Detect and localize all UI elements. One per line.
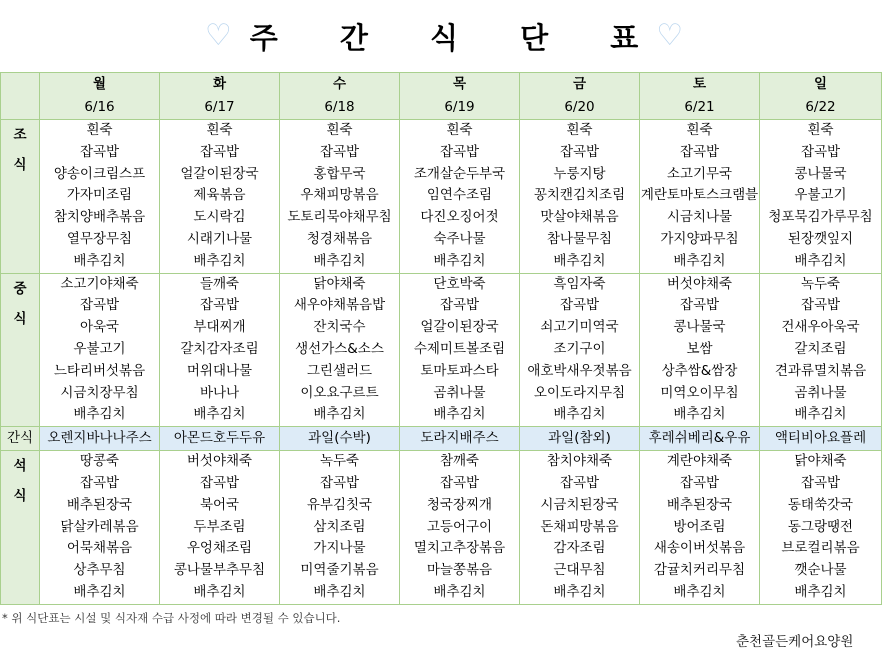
menu-item: 쇠고기미역국	[540, 319, 619, 336]
breakfast-label-char: 조	[13, 127, 27, 143]
dinner-cell	[640, 451, 760, 605]
day-header-cell	[160, 73, 280, 120]
day-header-cell	[760, 73, 882, 120]
lunch-label	[1, 273, 40, 427]
day-header-cell	[400, 73, 520, 120]
menu-item: 배추김치	[193, 406, 246, 423]
day-name: 수	[332, 76, 347, 92]
menu-item: 배추김치	[553, 252, 606, 269]
menu-item: 잡곡밥	[679, 143, 720, 160]
menu-item: 참나물무침	[546, 230, 613, 247]
lunch-cell	[400, 273, 520, 427]
menu-item: 배추김치	[553, 406, 606, 423]
menu-item: 배추김치	[193, 583, 246, 600]
menu-item: 곰취나물	[433, 384, 486, 401]
menu-item: 청포묵김가루무침	[768, 209, 873, 226]
snack-cell: 과일(참외)	[520, 427, 640, 451]
menu-item: 배추김치	[193, 252, 246, 269]
breakfast-cell	[640, 120, 760, 274]
page-title: 주 간 식 단 표	[249, 20, 665, 55]
menu-item: 계란토마토스크램블	[640, 187, 759, 204]
menu-item: 버섯야채죽	[186, 453, 253, 470]
day-date: 6/20	[564, 99, 595, 115]
menu-item: 근대무침	[553, 562, 606, 579]
day-header-row	[1, 73, 882, 120]
menu-item: 잡곡밥	[800, 143, 841, 160]
menu-item: 닭야채죽	[794, 453, 847, 470]
menu-item: 그린샐러드	[306, 362, 373, 379]
day-date: 6/22	[805, 99, 836, 115]
breakfast-cell	[280, 120, 400, 274]
day-date: 6/19	[444, 99, 475, 115]
day-header-cell	[640, 73, 760, 120]
day-date: 6/17	[204, 99, 235, 115]
menu-item: 시금치나물	[666, 209, 733, 226]
breakfast-label	[1, 120, 40, 274]
menu-item: 흰죽	[446, 122, 473, 138]
menu-item: 배추된장국	[666, 496, 733, 513]
menu-item: 잡곡밥	[319, 474, 360, 491]
menu-item: 흰죽	[807, 122, 834, 138]
menu-item: 잡곡밥	[439, 474, 480, 491]
menu-item: 흰죽	[686, 122, 713, 138]
menu-item: 잡곡밥	[79, 297, 120, 314]
menu-item: 미역줄기볶음	[300, 562, 379, 579]
corner-cell	[1, 73, 40, 120]
menu-item: 돈채피망볶음	[540, 518, 619, 535]
menu-item: 오이도라지무침	[533, 384, 626, 401]
menu-item: 가지양파무침	[660, 230, 739, 247]
menu-item: 닭살카레볶음	[60, 518, 139, 535]
dinner-label-char: 식	[13, 488, 27, 505]
menu-item: 녹두죽	[319, 453, 360, 470]
menu-item: 땅콩죽	[79, 453, 120, 470]
menu-item: 흰죽	[206, 122, 233, 138]
day-name: 목	[452, 76, 467, 92]
lunch-cell	[160, 273, 280, 427]
dinner-cell	[40, 451, 160, 605]
menu-item: 유부김칫국	[306, 496, 373, 513]
breakfast-row	[1, 120, 882, 274]
menu-item: 우불고기	[794, 187, 847, 204]
lunch-cell	[760, 273, 882, 427]
menu-item: 잡곡밥	[199, 143, 240, 160]
menu-item: 흰죽	[86, 122, 113, 138]
menu-item: 상추무침	[73, 562, 126, 579]
menu-item: 우채피망볶음	[300, 187, 379, 204]
menu-item: 들깨죽	[199, 275, 240, 292]
menu-item: 고등어구이	[426, 518, 493, 535]
menu-item: 잡곡밥	[199, 474, 240, 491]
menu-item: 홍합무국	[313, 165, 366, 182]
dinner-row	[1, 451, 882, 605]
menu-item: 잡곡밥	[800, 297, 841, 314]
menu-item: 임연수조림	[426, 187, 493, 204]
menu-item: 참치양배추볶음	[53, 209, 146, 226]
menu-item: 건새우아욱국	[781, 319, 860, 336]
menu-item: 느타리버섯볶음	[53, 362, 146, 379]
menu-item: 수제미트볼조림	[413, 340, 506, 357]
menu-item: 감자조림	[553, 540, 606, 557]
day-header-cell	[280, 73, 400, 120]
menu-item: 잡곡밥	[679, 297, 720, 314]
menu-item: 참치야채죽	[546, 453, 613, 470]
menu-item: 동태쑥갓국	[787, 496, 854, 513]
menu-item: 잡곡밥	[439, 143, 480, 160]
menu-item: 배추김치	[673, 583, 726, 600]
dinner-cell	[280, 451, 400, 605]
menu-item: 우엉채조림	[186, 540, 253, 557]
menu-item: 보쌈	[686, 340, 713, 357]
menu-item: 브로컬리볶음	[781, 540, 860, 557]
menu-item: 동그랑땡전	[787, 518, 854, 535]
menu-item: 단호박죽	[433, 275, 486, 292]
menu-item: 새우야채볶음밥	[293, 297, 386, 314]
menu-item: 시금치장무침	[60, 384, 139, 401]
dinner-label-char: 석	[13, 458, 27, 475]
menu-item: 미역오이무침	[660, 384, 739, 401]
day-date: 6/21	[684, 99, 715, 115]
menu-item: 삼치조림	[313, 518, 366, 535]
menu-item: 어묵채볶음	[66, 540, 133, 557]
snack-cell: 아몬드호두두유	[160, 427, 280, 451]
snack-row	[1, 427, 882, 451]
menu-item: 잡곡밥	[800, 474, 841, 491]
menu-item: 숙주나물	[433, 230, 486, 247]
menu-item: 조기구이	[553, 340, 606, 357]
menu-item: 얼갈이된장국	[420, 319, 499, 336]
dinner-label	[1, 451, 40, 605]
menu-item: 배추김치	[73, 583, 126, 600]
menu-item: 감귤치커리무침	[653, 562, 746, 579]
dinner-cell	[760, 451, 882, 605]
breakfast-cell	[160, 120, 280, 274]
menu-item: 가자미조림	[66, 187, 133, 204]
footnote: * 위 식단표는 시설 및 식자재 수급 사정에 따라 변경될 수 있습니다.	[2, 611, 341, 625]
organization-name: 춘천골든케어요양원	[736, 634, 854, 650]
weekly-menu-table	[0, 72, 882, 605]
dinner-cell	[160, 451, 280, 605]
menu-item: 곰취나물	[794, 384, 847, 401]
menu-item: 북어국	[199, 496, 240, 513]
breakfast-cell	[400, 120, 520, 274]
menu-item: 흰죽	[566, 122, 593, 138]
menu-item: 깻순나물	[794, 562, 847, 579]
menu-item: 제육볶음	[193, 187, 246, 204]
menu-item: 배추김치	[433, 252, 486, 269]
menu-item: 맛살야채볶음	[540, 209, 619, 226]
menu-item: 된장깻잎지	[787, 230, 854, 247]
day-date: 6/16	[84, 99, 115, 115]
dinner-cell	[400, 451, 520, 605]
menu-item: 소고기야채죽	[60, 275, 139, 292]
menu-item: 가지나물	[313, 540, 366, 557]
menu-item: 흑임자죽	[553, 275, 606, 292]
menu-item: 버섯야채죽	[666, 275, 733, 292]
menu-item: 배추김치	[73, 406, 126, 423]
menu-item: 우불고기	[73, 340, 126, 357]
menu-item: 배추김치	[313, 583, 366, 600]
menu-item: 잡곡밥	[319, 143, 360, 160]
breakfast-label-char: 식	[13, 157, 27, 173]
menu-item: 다진오징어젓	[420, 209, 499, 226]
day-name: 월	[92, 76, 107, 92]
menu-item: 아욱국	[79, 319, 120, 336]
menu-item: 머위대나물	[186, 362, 253, 379]
menu-item: 꽁치캔김치조림	[533, 187, 626, 204]
menu-item: 콩나물국	[794, 165, 847, 182]
snack-cell: 오렌지바나나주스	[40, 427, 160, 451]
menu-item: 닭야채죽	[313, 275, 366, 292]
breakfast-cell	[760, 120, 882, 274]
menu-item: 배추김치	[313, 406, 366, 423]
menu-item: 잡곡밥	[439, 297, 480, 314]
menu-item: 청경채볶음	[306, 230, 373, 247]
menu-item: 견과류멸치볶음	[774, 362, 867, 379]
menu-item: 배추된장국	[66, 496, 133, 513]
menu-item: 배추김치	[794, 252, 847, 269]
menu-item: 시금치된장국	[540, 496, 619, 513]
menu-item: 잡곡밥	[199, 297, 240, 314]
menu-item: 부대찌개	[193, 319, 246, 336]
menu-item: 도시락김	[193, 209, 246, 226]
menu-item: 새송이버섯볶음	[653, 540, 746, 557]
day-header-cell	[520, 73, 640, 120]
lunch-cell	[280, 273, 400, 427]
menu-item: 열무장무침	[66, 230, 133, 247]
snack-cell: 후레쉬베리&우유	[640, 427, 760, 451]
snack-label: 간식	[1, 427, 40, 451]
menu-item: 배추김치	[553, 583, 606, 600]
menu-item: 상추쌈&쌈장	[661, 362, 738, 379]
menu-item: 애호박새우젓볶음	[527, 362, 632, 379]
menu-item: 잡곡밥	[559, 297, 600, 314]
menu-item: 방어조림	[673, 518, 726, 535]
menu-item: 두부조림	[193, 518, 246, 535]
menu-item: 배추김치	[433, 583, 486, 600]
menu-item: 배추김치	[794, 406, 847, 423]
lunch-cell	[640, 273, 760, 427]
menu-item: 소고기무국	[666, 165, 733, 182]
menu-item: 계란야채죽	[666, 453, 733, 470]
breakfast-cell	[40, 120, 160, 274]
menu-item: 토마토파스타	[420, 362, 499, 379]
day-header-cell	[40, 73, 160, 120]
menu-item: 누룽지탕	[553, 165, 606, 182]
menu-item: 콩나물부추무침	[173, 562, 266, 579]
day-date: 6/18	[324, 99, 355, 115]
menu-item: 잡곡밥	[79, 474, 120, 491]
menu-item: 갈치감자조림	[180, 340, 259, 357]
menu-item: 잔치국수	[313, 319, 366, 336]
lunch-row	[1, 273, 882, 427]
menu-item: 멸치고추장볶음	[413, 540, 506, 557]
day-name: 화	[212, 76, 227, 92]
lunch-cell	[520, 273, 640, 427]
day-name: 일	[813, 76, 828, 92]
menu-item: 잡곡밥	[679, 474, 720, 491]
menu-item: 마늘쫑볶음	[426, 562, 493, 579]
snack-cell: 과일(수박)	[280, 427, 400, 451]
menu-item: 생선가스&소스	[295, 340, 384, 357]
snack-cell: 도라지배주스	[400, 427, 520, 451]
breakfast-cell	[520, 120, 640, 274]
heart-icon: ♡	[204, 18, 232, 53]
lunch-label-char: 식	[13, 310, 27, 327]
menu-item: 참깨죽	[439, 453, 480, 470]
menu-item: 양송이크림스프	[53, 165, 146, 182]
dinner-cell	[520, 451, 640, 605]
menu-item: 콩나물국	[673, 319, 726, 336]
menu-item: 잡곡밥	[559, 474, 600, 491]
menu-item: 배추김치	[794, 583, 847, 600]
heart-icon: ♡	[656, 18, 684, 53]
menu-item: 이오요구르트	[300, 384, 379, 401]
menu-item: 조개살순두부국	[413, 165, 506, 182]
menu-item: 청국장찌개	[426, 496, 493, 513]
menu-item: 배추김치	[673, 252, 726, 269]
lunch-cell	[40, 273, 160, 427]
menu-item: 얼갈이된장국	[180, 165, 259, 182]
menu-item: 배추김치	[673, 406, 726, 423]
menu-item: 녹두죽	[800, 275, 841, 292]
menu-title-banner	[0, 0, 888, 72]
menu-item: 잡곡밥	[79, 143, 120, 160]
menu-item: 잡곡밥	[559, 143, 600, 160]
menu-item: 갈치조림	[794, 340, 847, 357]
lunch-label-char: 중	[13, 280, 27, 297]
menu-item: 배추김치	[313, 252, 366, 269]
menu-item: 배추김치	[73, 252, 126, 269]
day-name: 금	[572, 76, 587, 92]
menu-item: 시래기나물	[186, 230, 253, 247]
menu-item: 도토리묵야채무침	[287, 209, 392, 226]
day-name: 토	[692, 76, 707, 92]
menu-item: 바나나	[199, 384, 240, 401]
menu-item: 흰죽	[326, 122, 353, 138]
menu-item: 배추김치	[433, 406, 486, 423]
snack-cell: 액티비아요플레	[760, 427, 882, 451]
